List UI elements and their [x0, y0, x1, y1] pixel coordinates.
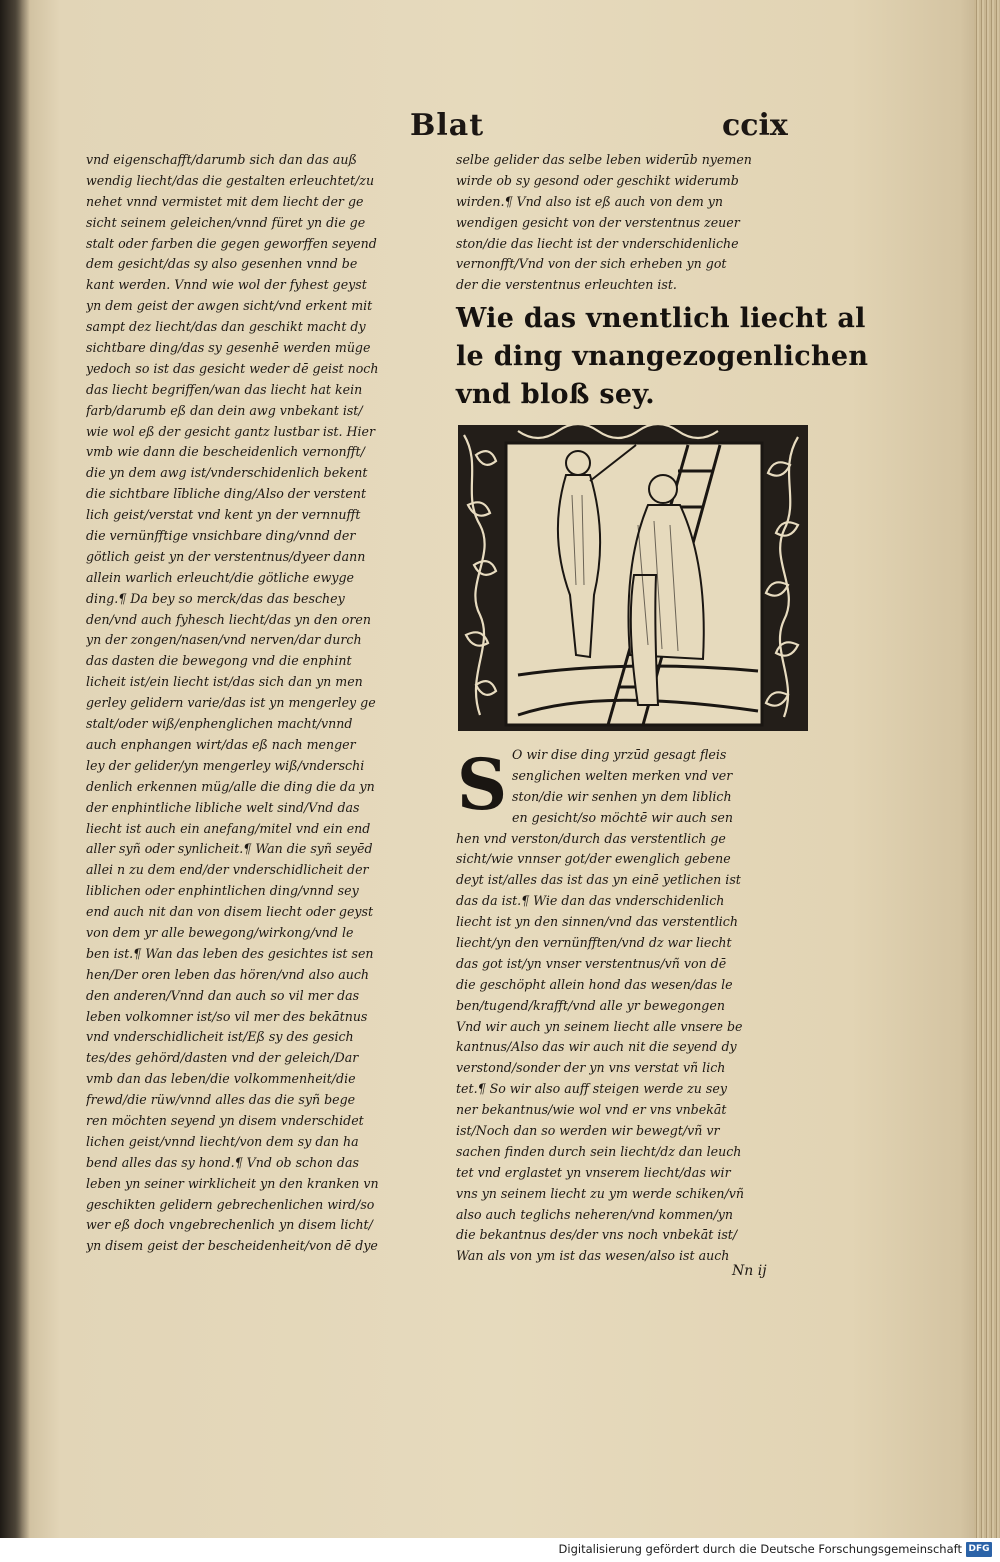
left-column-line: aller syñ oder synlicheit.¶ Wan die syñ seyēd: [86, 841, 373, 857]
left-column-line: wer eß doch vngebrechenlich yn disem licht/: [86, 1217, 373, 1233]
right-column-bottom-line: das got ist/yn vnser verstentnus/vñ von dē: [456, 955, 727, 971]
right-column-bottom-line: ston/die wir senhen yn dem liblich: [512, 788, 732, 804]
left-column-line: der enphintliche libliche welt sind/Vnd das: [86, 799, 360, 815]
left-column-line: sicht seinem geleichen/vnnd füret yn die ge: [86, 214, 366, 230]
right-column-bottom-line: kantnus/Also das wir auch nit die seyend dy: [456, 1039, 737, 1055]
right-column-bottom-line: ner bekantnus/wie wol vnd er vns vnbekāt: [456, 1102, 727, 1118]
left-column-line: die sichtbare lībliche ding/Also der verstent: [86, 486, 367, 502]
left-column-line: bend alles das sy hond.¶ Vnd ob schon das: [86, 1154, 359, 1170]
left-column-line: denlich erkennen müg/alle die ding die da yn: [86, 778, 375, 794]
right-column-bottom-line: ben/tugend/krafft/vnd alle yr bewegongen: [456, 997, 725, 1013]
left-column-line: vnd eigenschafft/darumb sich dan das auß: [86, 152, 357, 167]
right-column-bottom-line: Vnd wir auch yn seinem liecht alle vnsere be: [456, 1018, 743, 1034]
left-column-line: allei n zu dem end/der vnderschidlicheit der: [86, 862, 369, 878]
left-column-line: stalt/oder wiß/enphenglichen macht/vnnd: [86, 716, 353, 732]
digitization-credit: Digitalisierung gefördert durch die Deutsche Forschungsgemeinschaft: [558, 1542, 962, 1556]
left-column-line: geschikten gelidern gebrechenlichen wird/so: [86, 1196, 375, 1212]
left-column-line: gerley gelidern varie/das ist yn mengerley ge: [86, 695, 376, 711]
right-column-bottom-line: das da ist.¶ Wie dan das vnderschidenlich: [456, 893, 725, 909]
right-column-bottom-line: deyt ist/alles das ist das yn einē yetlichen ist: [456, 872, 741, 888]
left-column-line: vnd vnderschidlicheit ist/Eß sy des gesich: [86, 1029, 354, 1045]
left-column-line: farb/darumb eß dan dein awg vnbekant ist/: [86, 402, 363, 418]
left-column-line: nehet vnnd vermistet mit dem liecht der ge: [86, 193, 364, 209]
right-column-top-line: ston/die das liecht ist der vnderschidenliche: [456, 235, 739, 251]
left-column-line: leben volkomner ist/so vil mer des bekātnus: [86, 1008, 368, 1024]
left-column-line: kant werden. Vnnd wie wol der fyhest geyst: [86, 277, 367, 293]
right-column-bottom-line: en gesicht/so möchtē wir auch sen: [512, 809, 733, 825]
left-column-line: die vernünfftige vnsichbare ding/vnnd der: [86, 528, 356, 544]
left-column-line: yn der zongen/nasen/vnd nerven/dar durch: [86, 632, 362, 648]
left-column-line: das liecht begriffen/wan das liecht hat kein: [86, 381, 363, 397]
left-column-line: yn disem geist der bescheidenheit/von dē dye: [86, 1238, 378, 1254]
left-column-line: hen/Der oren leben das hören/vnd also auch: [86, 966, 369, 982]
left-column-line: allein warlich erleucht/die götliche ewyge: [86, 569, 355, 585]
left-column-line: liblichen oder enphintlichen ding/vnnd sey: [86, 883, 359, 899]
left-column-line: liecht ist auch ein anefang/mitel vnd ein end: [86, 820, 371, 836]
right-column-bottom-line: tet vnd erglastet yn vnserem liecht/das wir: [456, 1164, 731, 1180]
right-column-bottom-line: sicht/wie vnnser got/der ewenglich gebene: [456, 851, 731, 867]
left-column-line: dem gesicht/das sy also gesenhen vnnd be: [86, 256, 358, 272]
woodcut-illustration: [458, 425, 808, 731]
left-column-line: das dasten die bewegong vnd die enphint: [86, 653, 352, 669]
right-column-top-line: vernonfft/Vnd von der sich erheben yn got: [456, 256, 727, 272]
left-column-line: ben ist.¶ Wan das leben des gesichtes ist sen: [86, 945, 374, 961]
left-column-line: wendig liecht/das die gestalten erleuchtet/zu: [86, 172, 375, 188]
right-text-column-bottom: [456, 745, 804, 1267]
signature-mark: Nn ij: [732, 1263, 767, 1279]
left-column-line: lichen geist/vnnd liecht/von dem sy dan ha: [86, 1133, 359, 1149]
left-column-line: lich geist/verstat vnd kent yn der vernnufft: [86, 507, 361, 523]
woodcut-illustration-icon: [458, 425, 808, 731]
left-column-line: ren möchten seyend yn disem vnderschidet: [86, 1112, 364, 1128]
left-column-line: sichtbare ding/das sy gesenhē werden müge: [86, 340, 371, 356]
right-text-column-top: [456, 150, 804, 296]
right-column-bottom-line: verstond/sonder der yn vns verstat vñ lich: [456, 1060, 726, 1076]
page-edges: [974, 0, 1000, 1538]
right-column-bottom-line: Wan als von ym ist das wesen/also ist auch: [456, 1248, 730, 1264]
left-column-line: vmb dan das leben/die volkommenheit/die: [86, 1071, 356, 1087]
left-column-line: götlich geist yn der verstentnus/dyeer dann: [86, 548, 366, 564]
right-column-top-line: wirde ob sy gesond oder geschikt widerumb: [456, 172, 739, 188]
right-column-bottom-line: also auch teglichs neheren/vnd kommen/yn: [456, 1206, 734, 1222]
heading-line: Wie das vnentlich liecht al: [456, 303, 866, 334]
left-column-line: den anderen/Vnnd dan auch so vil mer das: [86, 987, 360, 1003]
left-column-line: frewd/die rüw/vnnd alles das die syñ bege: [86, 1092, 356, 1108]
right-column-bottom-line: vns yn seinem liecht zu ym werde schiken/vñ: [456, 1185, 745, 1201]
left-column-line: auch enphangen wirt/das eß nach menger: [86, 736, 356, 752]
left-column-line: licheit ist/ein liecht ist/das sich dan yn men: [86, 674, 363, 690]
right-column-top-line: wendigen gesicht von der verstentnus zeuer: [456, 214, 740, 230]
right-column-top-line: wirden.¶ Vnd also ist eß auch von dem yn: [456, 193, 724, 209]
running-head-left: Blat: [410, 108, 485, 143]
heading-line: le ding vnangezogenlichen: [456, 341, 869, 372]
left-column-line: end auch nit dan von disem liecht oder geyst: [86, 904, 374, 920]
right-column-bottom-line: liecht ist yn den sinnen/vnd das verstentlich: [456, 914, 738, 930]
left-column-line: sampt dez liecht/das dan geschikt macht dy: [86, 319, 366, 335]
left-text-column: [86, 150, 436, 1257]
left-column-line: yn dem geist der awgen sicht/vnd erkent mit: [86, 298, 373, 314]
book-gutter-shadow: [0, 0, 30, 1538]
right-column-top-line: der die verstentnus erleuchten ist.: [456, 277, 677, 293]
left-column-line: ley der gelider/yn mengerley wiß/vnderschi: [86, 757, 365, 773]
decorated-initial-letter: S: [456, 743, 508, 826]
left-column-line: leben yn seiner wirklicheit yn den kranken vn: [86, 1175, 379, 1191]
right-column-bottom-line: ist/Noch dan so werden wir bewegt/vñ vr: [456, 1123, 720, 1139]
right-column-bottom-line: die geschöpht allein hond das wesen/das le: [456, 976, 733, 992]
right-column-bottom-line: hen vnd verston/durch das verstentlich ge: [456, 830, 726, 846]
right-column-bottom-line: tet.¶ So wir also auff steigen werde zu sey: [456, 1081, 727, 1097]
left-column-line: die yn dem awg ist/vnderschidenlich bekent: [86, 465, 368, 481]
left-column-line: stalt oder farben die gegen geworffen seyend: [86, 235, 377, 251]
left-column-line: ding.¶ Da bey so merck/das das beschey: [86, 590, 345, 606]
left-column-line: yedoch so ist das gesicht weder dē geist noch: [86, 360, 379, 376]
left-column-line: wie wol eß der gesicht gantz lustbar ist. Hier: [86, 423, 375, 439]
footer-bar: [0, 1538, 1000, 1562]
right-column-bottom-line: liecht/yn den vernünfften/vnd dz war liecht: [456, 935, 732, 951]
heading-line: vnd bloß sey.: [456, 379, 655, 410]
chapter-heading: [456, 300, 869, 414]
left-column-line: tes/des gehörd/dasten vnd der geleich/Dar: [86, 1050, 359, 1066]
left-column-line: den/vnd auch fyhesch liecht/das yn den oren: [86, 611, 371, 627]
right-column-bottom-line: senglichen welten merken vnd ver: [512, 767, 733, 783]
right-column-bottom-line: sachen finden durch sein liecht/dz dan leuch: [456, 1143, 742, 1159]
dfg-logo: DFG: [966, 1542, 992, 1557]
folio-number: ccix: [722, 108, 788, 143]
right-column-bottom-line: die bekantnus des/der vns noch vnbekāt ist/: [456, 1227, 738, 1243]
left-column-line: von dem yr alle bewegong/wirkong/vnd le: [86, 924, 354, 940]
left-column-line: vmb wie dann die bescheidenlich vernonfft/: [86, 444, 365, 460]
right-column-top-line: selbe gelider das selbe leben widerūb nyemen: [456, 152, 752, 167]
right-column-bottom-line: O wir dise ding yrzūd gesagt fleis: [512, 747, 727, 762]
